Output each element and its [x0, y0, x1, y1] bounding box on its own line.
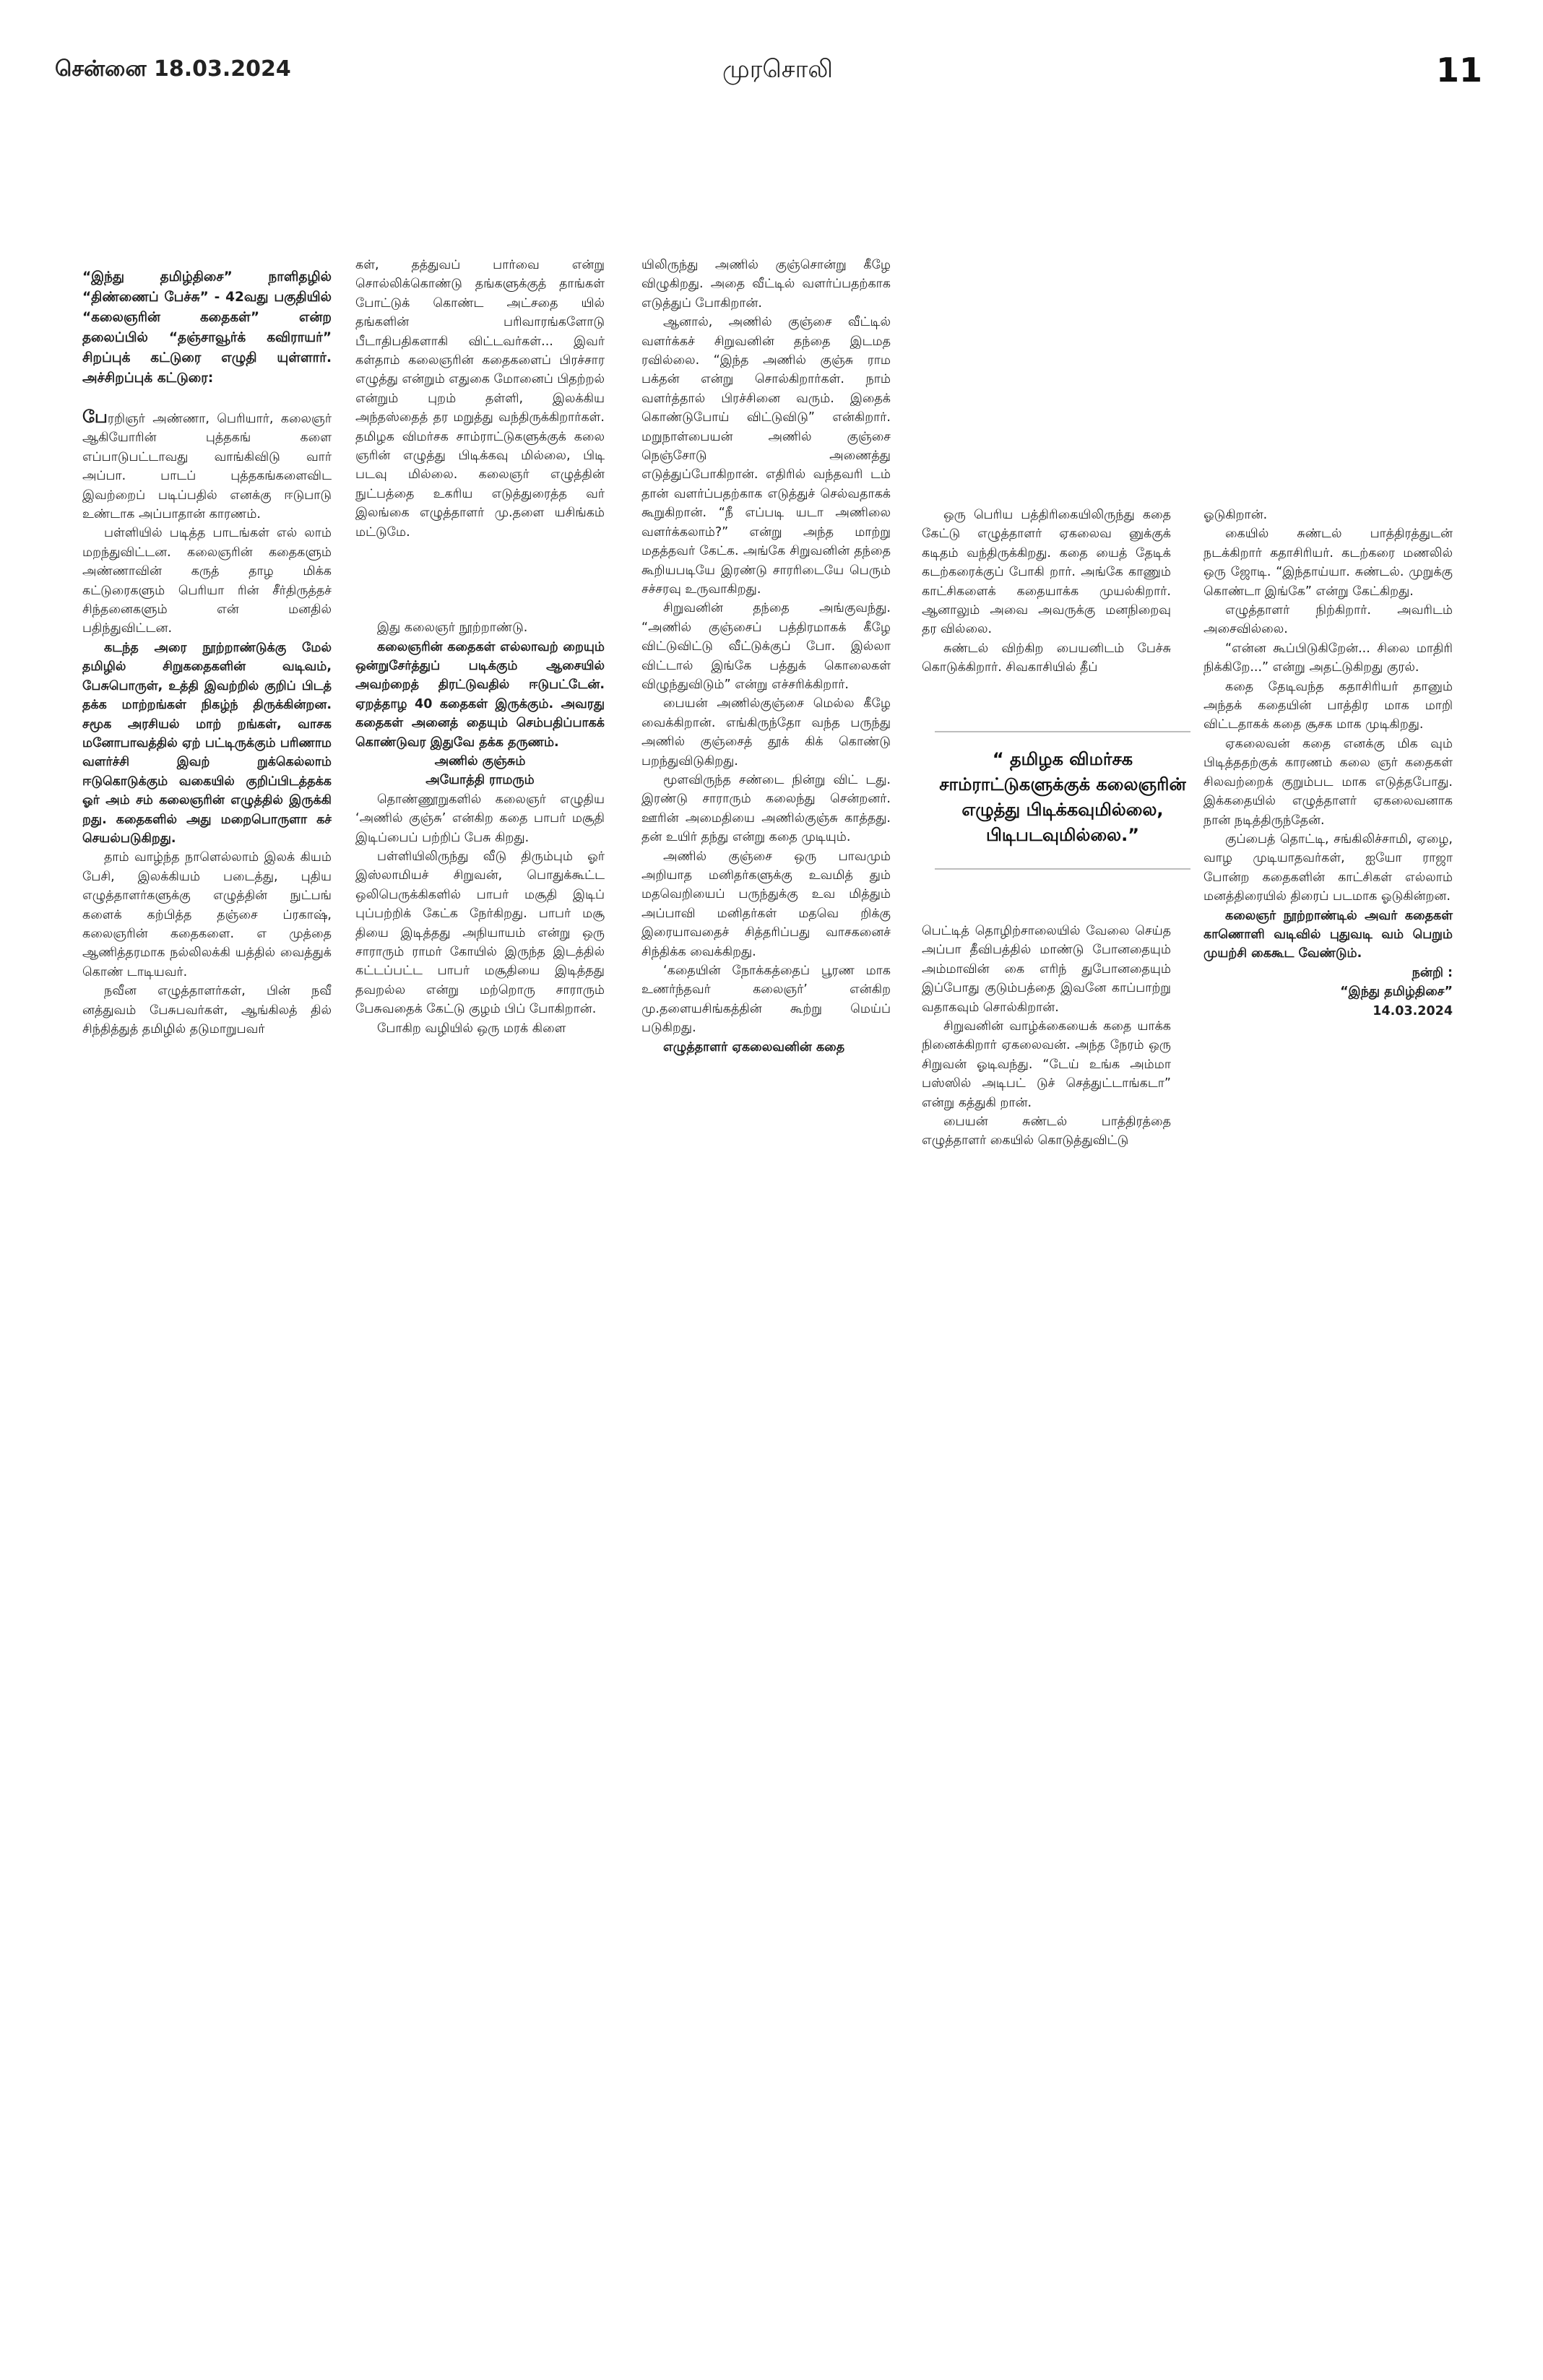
- article-column-4: [922, 506, 1171, 678]
- paragraph-text: ரறிஞர் அண்ணா, பெரியார், கலைஞர் ஆகியோரின் புத்தகங் களை எப்பாடுபட்டாவது வாங்கிவிடு வார் அப்பா. பாடப் புத்தகங்களைவிட இவற்றைப் படிப்பதில் எனக்கு ஈடுபாடு உண்டாக அப்பாதான் காரணம்.: [82, 412, 332, 522]
- paragraph: அணில் குஞ்சை ஒரு பாவமும் அறியாத மனிதர்களுக்கு உவமித் தும் மதவெறியைப் பருந்துக்கு உவ மித்தும் அப்பாவி மனிதர்கள் மதவெ றிக்கு இரையாவதைச் சித்தரிப்பது வாசகனைச் சிந்திக்க வைக்கிறது.: [641, 849, 891, 959]
- article-column-5: [1203, 506, 1453, 1021]
- paragraph: குப்பைத் தொட்டி, சங்கிலிச்சாமி, ஏழை, வாழ முடியாதவர்கள், ஐயோ ராஜா போன்ற கதைகளின் காட்சிகள் எல்லாம் மனத்திரையில் திரைப் படமாக ஓடுகின்றன.: [1203, 831, 1453, 904]
- credit-label: நன்றி :: [1412, 965, 1453, 980]
- paragraph: சிறுவனின் தந்தை அங்குவந்து. “அணில் குஞ்சைப் பத்திரமாகக் கீழே விட்டுவிட்டு வீட்டுக்குப் போ. இல்லா விட்டால் இங்கே பத்துக் கொலைகள் விழுந்துவிடும்” என்று எச்சரிக்கிறார்.: [641, 601, 891, 692]
- newspaper-name: முரசொலி: [722, 55, 833, 84]
- paragraph: கள், தத்துவப் பார்வை என்று சொல்லிக்கொண்டு தங்களுக்குத் தாங்கள் போட்டுக் கொண்ட அட்சதை யில் தங்களின் பரிவாரங்களோடு பீடாதிபதிகளாகி விட்டவர்கள்... இவர் கள்தாம் கலைஞரின் கதைகளைப் பிரச்சார எழுத்து என்றும் எதுகை மோனைப் பிதற்றல் என்றும் புறம் தள்ளி, இலக்கிய அந்தஸ்தைத் தர மறுத்து வந்திருக்கிறார்கள். தமிழக விமர்சக சாம்ராட்டுகளுக்குக் கலை ஞரின் எழுத்து பிடிக்கவு மில்லை, பிடி படவு மில்லை. கலைஞர் எழுத்தின் நுட்பத்தை உகரிய எடுத்துரைத்த வர் இலங்கை எழுத்தாளர் மு.தளை யசிங்கம் மட்டுமே.: [355, 258, 605, 540]
- paragraph: பையன் சுண்டல் பாத்திரத்தை எழுத்தாளர் கையில் கொடுத்துவிட்டு: [922, 1115, 1171, 1148]
- paragraph: போகிற வழியில் ஒரு மரக் கிளை: [377, 1021, 566, 1036]
- paragraph: சிறுவனின் வாழ்க்கையைக் கதை யாக்க நினைக்கிறார் ஏகலைவன். அந்த நேரம் ஒரு சிறுவன் ஓடிவந்து. “டேய் உங்க அம்மா பஸ்ஸில் அடிபட் டுச் செத்துட்டாங்கடா” என்று கத்துகி றான்.: [922, 1019, 1171, 1110]
- paragraph: ‘கதையின் நோக்கத்தைப் பூரண மாக உணர்ந்தவர் கலைஞர்’ என்கிற மு.தளையசிங்கத்தின் கூற்று மெய்ப் படுகிறது.: [641, 964, 891, 1036]
- paragraph: “என்ன கூப்பிடுகிறேன்... சிலை மாதிரி நிக்கிறே...” என்று அதட்டுகிறது குரல்.: [1203, 641, 1453, 675]
- paragraph: பள்ளியிலிருந்து வீடு திரும்பும் ஓர் இஸ்லாமியச் சிறுவன், பொதுக்கூட்ட ஒலிபெருக்கிகளில் பாபர் மசூதி இடிப் புப்பற்றிக் கேட்க நேர்கிறது. பாபர் மசூ தியை இடித்தது அநியாயம் என்று ஒரு சாராரும் ராமர் கோயில் இருந்த இடத்தில் கட்டப்பட்ட பாபர் மசூதியை இடித்தது தவறல்ல என்று மற்றொரு சாராரும் பேசுவதைக் கேட்டு குழம் பிப் போகிறான்.: [355, 849, 605, 1017]
- subheading: எழுத்தாளர் ஏகலைவனின் கதை: [663, 1039, 845, 1055]
- paragraph: பையன் அணில்குஞ்சை மெல்ல கீழே வைக்கிறான். எங்கிருந்தோ வந்த பருந்து அணில் குஞ்சைத் தூக் கிக் கொண்டு பறந்துவிடுகிறது.: [641, 696, 891, 769]
- subheading-line-1: அணில் குஞ்சும்: [434, 753, 526, 769]
- paragraph: தாம் வாழ்ந்த நாளெல்லாம் இலக் கியம் பேசி, இலக்கியம் படைத்து, புதிய எழுத்தாளர்களுக்கு எழுத்தின் நுட்பங் களைக் கற்பித்த தஞ்சை ப்ரகாஷ், கலைஞரின் கதைகளை. எ முத்தை ஆணித்தரமாக நல்லிலக்கி யத்தில் வைத்துக் கொண் டாடியவர்.: [82, 850, 332, 979]
- paragraph: சுண்டல் விற்கிற பையனிடம் பேச்சு கொடுக்கிறார். சிவகாசியில் தீப்: [922, 641, 1171, 675]
- pull-quote: “ தமிழக விமர்சக சாம்ராட்டுகளுக்குக் கலைஞரின் எழுத்து பிடிக்கவுமில்லை, பிடிபடவுமில்லை.”: [935, 731, 1190, 870]
- drop-cap: பே: [82, 407, 108, 427]
- credit-source: “இந்து தமிழ்திசை”: [1340, 985, 1453, 1000]
- paragraph: இது கலைஞர் நூற்றாண்டு.: [377, 620, 528, 636]
- paragraph: பள்ளியில் படித்த பாடங்கள் எல் லாம் மறந்துவிட்டன. கலைஞரின் கதைகளும் அண்ணாவின் கருத் தாழ மிக்க கட்டுரைகளும் பெரியா ரின் சீர்திருத்தச் சிந்தனைகளும் என் மனதில் பதிந்துவிட்டன.: [82, 526, 332, 636]
- paragraph: கையில் சுண்டல் பாத்திரத்துடன் நடக்கிறார் கதாசிரியர். கடற்கரை மணலில் ஒரு ஜோடி. “இந்தாய்யா. சுண்டல். முறுக்கு கொண்டா இங்கே” என்று கேட்கிறது.: [1203, 527, 1453, 599]
- paragraph: ஏகலைவன் கதை எனக்கு மிக வும் பிடித்ததற்குக் காரணம் கலை ஞர் கதைகள் சிலவற்றைக் குறும்பட மாக எடுத்தபோது. இக்கதையில் எழுத்தாளர் ஏகலைவனாக நான் நடித்திருந்தேன்.: [1203, 736, 1453, 828]
- paragraph: மூளவிருந்த சண்டை நின்று விட் டது. இரண்டு சாராரும் கலைந்து சென்றனர். ஊரின் அமைதியை அணில்குஞ்சு காத்தது. தன் உயிர் தந்து என்று கதை முடியும்.: [641, 772, 891, 845]
- article-column-4-continued: [922, 922, 1171, 1151]
- article-column-1: [82, 267, 332, 1039]
- paragraph: யிலிருந்து அணில் குஞ்சொன்று கீழே விழுகிறது. அதை வீட்டில் வளர்ப்பதற்காக எடுத்துப் போகிறான்.: [641, 258, 891, 311]
- paragraph: கதை தேடிவந்த கதாசிரியர் தானும் அந்தக் கதையின் பாத்திர மாக மாறி விட்டதாகக் கதை சூசக மாக முடிகிறது.: [1203, 679, 1453, 732]
- article-column-2: [355, 256, 605, 1038]
- header-date: சென்னை 18.03.2024: [55, 56, 291, 82]
- paragraph: ஆனால், அணில் குஞ்சை வீட்டில் வளர்க்கச் சிறுவனின் தந்தை இடமத ரவில்லை. “இந்த அணில் குஞ்சு ராம பக்தன் என்று சொல்கிறார்கள். நாம் வளர்த்தால் பிரச்சினை வரும். இதைக் கொண்டுபோய் விட்டுவிடு” என்கிறார். மறுநாள்பையன் அணில் குஞ்சை நெஞ்சோடு அணைத்து எடுத்துப்போகிறான். எதிரில் வந்தவரி டம் தான் வளர்ப்பதற்காக எடுத்துச் செல்வதாகக் கூறுகிறான். “நீ எப்படி யடா அணிலை வளர்க்கலாம்?” என்று அந்த மாற்று மதத்தவர் கேட்க. அங்கே சிறுவனின் தந்தை கூறியபடியே இரண்டு சாரரிடையே பெரும் சச்சரவு உருவாகிறது.: [641, 315, 891, 597]
- article-intro: “இந்து தமிழ்திசை” நாளிதழில் “திண்ணைப் பேச்சு” - 42வது பகுதியில் “கலைஞரின் கதைகள்” என்ற தலைப்பில் “தஞ்சாவூர்க் கவிராயர்” சிறப்புக் கட்டுரை எழுதி யுள்ளார். அச்சிறப்புக் கட்டுரை:: [82, 269, 332, 386]
- paragraph: நவீன எழுத்தாளர்கள், பின் நவீ னத்துவம் பேசுபவர்கள், ஆங்கிலத் தில் சிந்தித்துத் தமிழில் தடுமாறுபவர்: [82, 984, 332, 1037]
- paragraph: தொண்ணூறுகளில் கலைஞர் எழுதிய ‘அணில் குஞ்சு’ என்கிற கதை பாபர் மசூதி இடிப்பைப் பற்றிப் பேசு கிறது.: [355, 792, 605, 845]
- paragraph: ஓடுகிறான்.: [1203, 508, 1268, 522]
- subheading-line-2: அயோத்தி ராமரும்: [425, 773, 535, 788]
- page-header: [0, 0, 1543, 101]
- page-number: 11: [1436, 51, 1483, 90]
- credit-date: 14.03.2024: [1373, 1003, 1453, 1018]
- paragraph: [82, 407, 332, 524]
- paragraph: ஒரு பெரிய பத்திரிகையிலிருந்து கதை கேட்டு எழுத்தாளர் ஏகலைவ னுக்குக் கடிதம் வந்திருக்கிறது. கதை யைத் தேடிக் கடற்கரைக்குப் போகி றார். அங்கே காணும் காட்சிகளைக் கதையாக்க முயல்கிறார். ஆனாலும் அவை அவருக்கு மனநிறைவு தர வில்லை.: [922, 508, 1171, 637]
- paragraph: பெட்டித் தொழிற்சாலையில் வேலை செய்த அப்பா தீவிபத்தில் மாண்டு போனதையும் அம்மாவின் கை எரிந் துபோனதையும் இப்போது குடும்பத்தை இவனே காப்பாற்று வதாகவும் சொல்கிறான்.: [922, 924, 1171, 1015]
- highlight-paragraph: கலைஞரின் கதைகள் எல்லாவற் றையும் ஒன்றுசேர்த்துப் படிக்கும் ஆசையில் அவற்றைத் திரட்டுவதில் ஈடுபட்டேன். ஏறத்தாழ 40 கதைகள் இருக்கும். அவரது கதைகள் அனைத் தையும் செம்பதிப்பாகக் கொண்டுவர இதுவே தக்க தருணம்.: [355, 639, 605, 750]
- paragraph: எழுத்தாளர் நிற்கிறார். அவரிடம் அசைவில்லை.: [1203, 603, 1453, 637]
- highlight-paragraph: கடந்த அரை நூற்றாண்டுக்கு மேல் தமிழில் சிறுகதைகளின் வடிவம், பேசுபொருள், உத்தி இவற்றில் குறிப் பிடத் தக்க மாற்றங்கள் நிகழ்ந் திருக்கின்றன. சமூக அரசியல் மாற் றங்கள், வாசக மனோபாவத்தில் ஏற் பட்டிருக்கும் பரிணாம வளர்ச்சி இவற் றுக்கெல்லாம் ஈடுகொடுக்கும் வகையில் குறிப்பிடத்தக்க ஓர் அம் சம் கலைஞரின் எழுத்தில் இருக்கி றது. கதைகளில் அது மறைபொருளா கச் செயல்படுகிறது.: [82, 640, 332, 846]
- article-column-3: [641, 256, 891, 1057]
- closing-paragraph: கலைஞர் நூற்றாண்டில் அவர் கதைகள் காணொளி வடிவில் புதுவடி வம் பெறும் முயற்சி கைகூட வேண்டும்.: [1203, 908, 1453, 961]
